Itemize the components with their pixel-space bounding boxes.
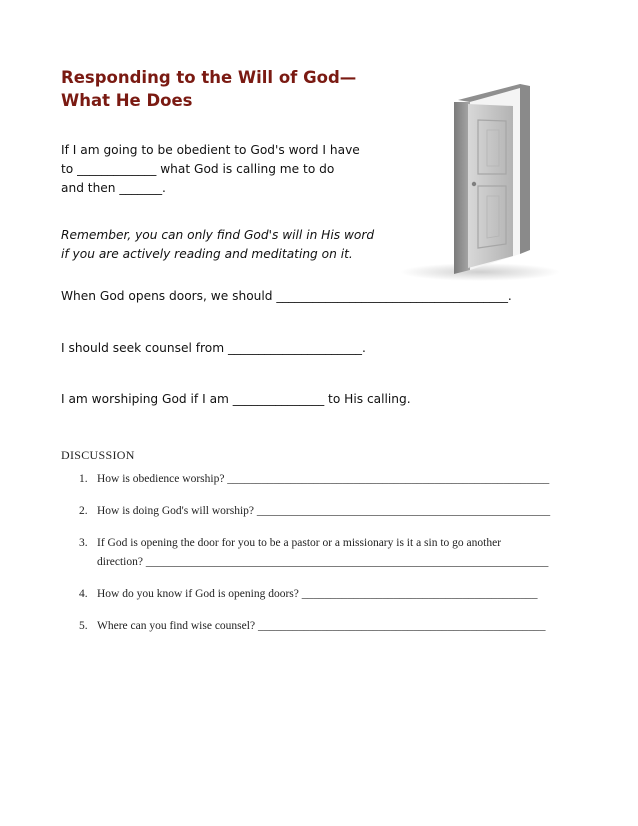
question-number: 2. xyxy=(79,505,88,517)
list-item xyxy=(79,534,579,572)
statement-doors: When God opens doors, we should ______________________________________. xyxy=(61,289,512,303)
title-line-2: What He Does xyxy=(61,91,193,110)
intro-line-3: and then _______. xyxy=(61,181,166,195)
list-item xyxy=(79,502,579,521)
question-number: 4. xyxy=(79,588,88,600)
statement-worship: I am worshiping God if I am _______________ to His calling. xyxy=(61,392,411,406)
list-item xyxy=(79,585,579,604)
page-title xyxy=(61,66,356,112)
intro-line-2: to _____________ what God is calling me to do xyxy=(61,162,335,176)
reminder-paragraph xyxy=(61,226,374,264)
list-item xyxy=(79,617,579,636)
question-text-line-1: If God is opening the door for you to be a pastor or a missionary is it a sin to go another xyxy=(97,537,502,549)
statement-counsel: I should seek counsel from ______________________. xyxy=(61,341,366,355)
question-text-line-2: direction? ______________________________________________________________________ xyxy=(97,556,549,568)
intro-line-1: If I am going to be obedient to God's word I have xyxy=(61,143,360,157)
intro-paragraph xyxy=(61,141,360,198)
reminder-line-1: Remember, you can only find God's will in His word xyxy=(61,228,375,242)
discussion-questions xyxy=(79,470,579,649)
discussion-heading: DISCUSSION xyxy=(61,448,135,462)
title-line-1: Responding to the Will of God— xyxy=(61,68,357,87)
question-text: How is obedience worship? ________________________________________________________ xyxy=(97,473,550,485)
list-item xyxy=(79,470,579,489)
question-number: 3. xyxy=(79,537,88,549)
question-text: How do you know if God is opening doors? _________________________________________ xyxy=(97,588,538,600)
reminder-line-2: if you are actively reading and meditating on it. xyxy=(61,247,353,261)
question-number: 1. xyxy=(79,473,88,485)
question-text: Where can you find wise counsel? __________________________________________________ xyxy=(97,620,546,632)
question-text: How is doing God's will worship? ___________________________________________________ xyxy=(97,505,551,517)
question-number: 5. xyxy=(79,620,88,632)
open-door-icon xyxy=(370,78,578,286)
